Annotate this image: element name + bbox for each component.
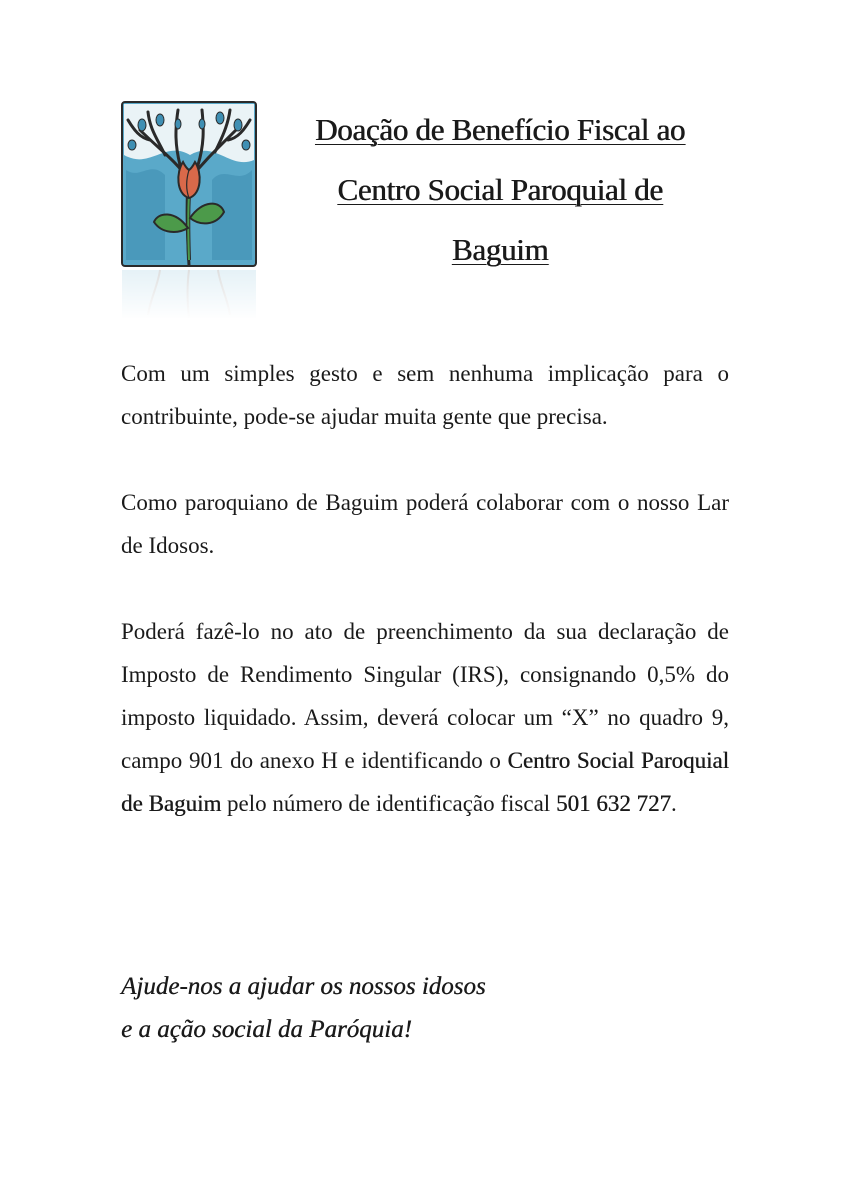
tree-flower-logo-icon — [120, 100, 258, 320]
paragraph-irs-instructions — [121, 610, 729, 825]
closing-appeal — [121, 965, 741, 1051]
paragraph-intro: Com um simples gesto e sem nenhuma implicação para o contribuinte, pode-se ajudar muita gente que precisa. — [121, 361, 729, 429]
title-line-1: Doação de Benefício Fiscal ao — [314, 112, 686, 147]
closing-line-1: Ajude-nos a ajudar os nossos idosos — [121, 973, 486, 1000]
title-line-3: Baguim — [451, 232, 549, 267]
organization-name: Centro Social Paroquial de Baguim — [121, 748, 729, 816]
body-text — [121, 352, 729, 868]
page-title — [280, 100, 720, 280]
sentence-end: . — [670, 791, 677, 816]
title-line-2: Centro Social Paroquial de — [337, 172, 663, 207]
irs-instructions-text: Poderá fazê-lo no ato de preenchimento da sua declaração de Imposto de Rendimento Singular (IRS), consignando 0,5% do imposto liquidado. Assim, deverá colocar um “X” no quadro 9, campo 901 do anexo H e identificando o — [121, 619, 729, 773]
nif-label-text: pelo número de identificação fiscal — [227, 791, 551, 816]
paragraph-parishioner: Como paroquiano de Baguim poderá colaborar com o nosso Lar de Idosos. — [121, 490, 729, 558]
nif-number: 501 632 727 — [555, 791, 671, 816]
closing-line-2: e a ação social da Paróquia! — [121, 1016, 412, 1043]
logo — [120, 100, 258, 320]
